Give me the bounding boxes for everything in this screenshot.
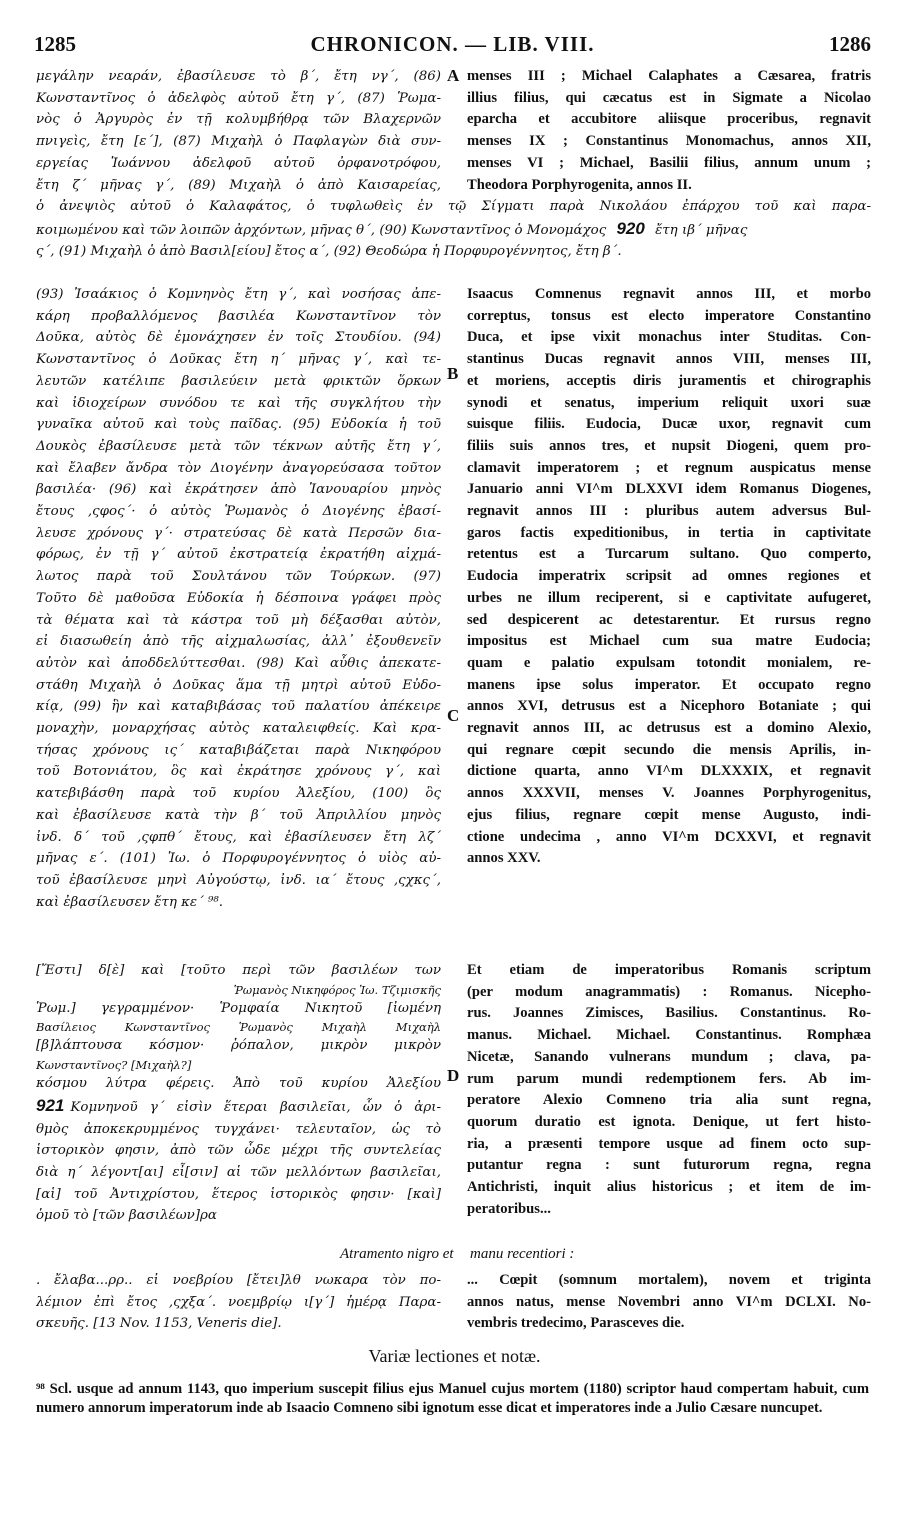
text-line: dictione quarta, anno VI^m DLXXXIX, et regnavit bbox=[467, 763, 871, 780]
text-line: ἔτη ζ΄ μῆνας γ΄, (89) Μιχαὴλ ὁ ἀπὸ Καισαρείας, bbox=[36, 177, 441, 193]
text-line: μοναχὴν, μοναρχήσας αὐτὸς καταλειφθείς. Καὶ κρα- bbox=[36, 721, 441, 737]
text-line: rum parum mundi redemptionem fers. Ab im- bbox=[467, 1070, 871, 1087]
text-line: Βασίλειος Κωνσταντῖνος Ῥωμανὸς Μιχαὴλ Μιχαὴλ bbox=[36, 1020, 441, 1035]
text-line: vembris tredecimo, Parasceves die. bbox=[467, 1315, 685, 1332]
text-line: filiis suis annos tres, et nupsit Diogeni, quem pro- bbox=[467, 437, 871, 454]
text-line: λωτος παρὰ τοῦ Σουλτάνου τῶν Τούρκων. (97) bbox=[36, 569, 441, 585]
text-line: putantur regna : sunt futurorum regna, regna bbox=[467, 1157, 871, 1174]
text-line: peratore Alexio Comneno tria alia sunt regna, bbox=[467, 1092, 871, 1109]
text-line: menses IX ; Constantinus Monomachus, annos XII, bbox=[467, 133, 871, 150]
text-line: peratoribus... bbox=[467, 1200, 551, 1217]
text-line: eparcha et accubitore aliisque proceribus, regnavit bbox=[467, 111, 871, 128]
text-line: γυναῖκα αὐτοῦ καὶ τοὺς παῖδας. (95) Εὐδοκία ἡ τοῦ bbox=[36, 417, 441, 433]
text-line: καὶ ἰδιοχείρων συνόδου τε καὶ τῆς συγκλήτου τὴν bbox=[36, 395, 441, 411]
text-line: annos XVI, detrusus est a Nicephoro Botaniate ; qui bbox=[467, 698, 871, 715]
text-line: τοῦ Βοτονιάτου, ὃς καὶ ἐκράτησε χρόνους γ΄, καὶ bbox=[36, 764, 441, 780]
text-line: Antichristi, inquit alius historicus ; et item de im- bbox=[467, 1179, 871, 1196]
running-header bbox=[34, 32, 871, 62]
text-line: menses VI ; Michael, Basilii filius, annum unum ; bbox=[467, 154, 871, 171]
text-line: annos XXV. bbox=[467, 850, 541, 867]
text-line: rus. Joannes Zimisces, Basilius. Constantinus. Ro- bbox=[467, 1005, 871, 1022]
full-width-line-text: ἔτη ιβ΄ μῆνας bbox=[655, 222, 748, 238]
column-number-921: 921 bbox=[36, 1095, 65, 1115]
text-line: retentus est a Turcarum sultano. Quo comperto, bbox=[467, 546, 871, 563]
text-line: impositus est Michael cum sua matre Eudocia; bbox=[467, 633, 871, 650]
text-line: ἰνδ. δ΄ τοῦ ,ςφπθ΄ ἔτους, καὶ ἐβασίλευσεν ἔτη λζ΄ bbox=[36, 829, 441, 845]
full-width-line: ς΄, (91) Μιχαὴλ ὁ ἀπὸ Βασιλ[είου] ἔτος α΄, (92) Θεοδώρα ἡ Πορφυρογέννητος, ἔτη β΄. bbox=[36, 244, 622, 260]
text-line: Eudocia imperatrix scripsit ad omnes regiones et bbox=[467, 568, 871, 585]
text-line: μεγάλην νεαράν, ἐβασίλευσε τὸ β΄, ἔτη νγ΄, (86) bbox=[36, 69, 441, 84]
text-line: clamavit imperatorem ; et regnum auspicatus mense bbox=[467, 459, 871, 476]
footnote: ⁹⁸ Scl. usque ad annum 1143, quo imperium suscepit filius ejus Manuel cujus mortem (1180) scriptor haud compertam habuit, cum numero annorum imperatorum inde ab Isaacio Comneno sibi ignotum esse dicat et imperatores inde a Julio Cæsare nuncupet. bbox=[36, 1381, 869, 1416]
text-line: Nicetæ, Sanando vulnerans mundum ; clava, pa- bbox=[467, 1048, 871, 1065]
full-width-line bbox=[36, 218, 871, 242]
text-line: [Ἔστι] δ[ὲ] καὶ [τοῦτο περὶ τῶν βασιλέων των bbox=[36, 963, 441, 978]
text-line: λέμιον ἐπὶ ἔτος ,ςχξα΄. νοεμβρίῳ ι[γ΄] ἡμέρᾳ Παρα- bbox=[36, 1294, 441, 1310]
text-line: annos natus, mense Novembri anno VI^m DCLXI. No- bbox=[467, 1293, 871, 1310]
text-line: Theodora Porphyrogenita, annos II. bbox=[467, 176, 692, 193]
text-line: ctione undecima , anno VI^m DCXXVI, et regnavit bbox=[467, 828, 871, 845]
page-number-right: 1286 bbox=[829, 32, 871, 56]
margin-marker-a: A bbox=[447, 66, 460, 85]
greek-column-top bbox=[36, 66, 441, 196]
text-line: [β]λάπτουσα κόσμον· ῥόπαλον, μικρὸν μικρὸν bbox=[36, 1038, 441, 1054]
text-line: ria, a præsenti tempore usque ad finem octo sup- bbox=[467, 1135, 871, 1152]
latin-column-end bbox=[467, 1270, 871, 1335]
text-line: πνιγεὶς, ἔτη [ε΄], (87) Μιχαὴλ ὁ Παφλαγὼν διὰ συν- bbox=[36, 134, 441, 150]
text-line: Ῥωμανὸς Νικηφόρος Ἰω. Τζιμισκῆς bbox=[233, 982, 441, 997]
column-number-920: 920 bbox=[616, 218, 645, 238]
text-line: suisque filiis. Eudocia, Ducæ uxor, regnavit cum bbox=[467, 416, 871, 433]
text-line: θμὸς ἀποκεκρυμμένος τυγχάνει· τελευταῖον, ὡς τὸ bbox=[36, 1121, 441, 1137]
text-line: garos factis expeditionibus, in tertia in captivitate bbox=[467, 524, 871, 541]
text-line: καὶ ἔλαβεν ἄνδρα τὸν Διογένην ἀναγορεύσασα τοῦτον bbox=[36, 460, 441, 476]
text-line: Δουκὸς ἐβασίλευσε μετὰ τῶν τέκνων αὐτῆς ἔτη γ΄, bbox=[36, 438, 441, 454]
text-line: Κωνσταντῖνος? [Μιχαὴλ?] bbox=[36, 1058, 192, 1073]
text-line: κόσμου λύτρα φέρεις. Ἀπὸ τοῦ κυρίου Ἀλεξίου bbox=[36, 1076, 441, 1092]
text-line: annos XXXVII, menses V. Joannes Porphyrogenitus, bbox=[467, 785, 871, 802]
text-line: αὐτὸν καὶ ἀποδδελύττεσθαι. (98) Καὶ αὖθις ἀπεκατε- bbox=[36, 655, 441, 671]
text-line: stantinus Ducas regnavit annos VIII, menses III, bbox=[467, 351, 871, 368]
margin-marker-c: C bbox=[447, 706, 460, 725]
text-line: διὰ η΄ λέγοντ[αι] εἶ[σιν] αἱ τῶν μελλόντων βασιλεῖαι, bbox=[36, 1164, 441, 1180]
text-line: (per modum anagrammatis) : Romanus. Nicepho- bbox=[467, 983, 871, 1000]
text-line: κάρη προβαλλόμενος βασιλέα Κωνσταντῖνον τὸν bbox=[36, 308, 441, 324]
text-line: illius filius, qui cæcatus est in Sigmate a Nicolao bbox=[467, 89, 871, 106]
greek-column-middle bbox=[36, 284, 441, 913]
text-line: μῆνας ε΄. (101) Ἰω. ὁ Πορφυρογέννητος ὁ υἱὸς αὐ- bbox=[36, 851, 441, 867]
text-line: εἰ διασωθείη ἀπὸ τῆς αἰχμαλωσίας, ἀλλ᾽ ἐξουθενεῖν bbox=[36, 634, 441, 650]
text-line: τήσας χρόνους ις΄ καταβιβάζεται παρὰ Νικηφόρου bbox=[36, 742, 441, 758]
text-line: ἱστορικὸν φησιν, ἀπὸ τῶν ὧδε μέχρι τῆς συντελείας bbox=[36, 1143, 441, 1159]
text-line: Isaacus Comnenus regnavit annos III, et morbo bbox=[467, 286, 871, 302]
text-line: synodi et senatus, imperium reliquit uxori suæ bbox=[467, 394, 871, 411]
text-line: Δοῦκα, αὐτὸς δὲ ἐμονάχησεν ἐν τοῖς Στουδίου. (94) bbox=[36, 330, 441, 346]
text-line: quam e palatio expulsam totondit monialem, re- bbox=[467, 654, 871, 671]
text-line: Κωνσταντῖνος ὁ Δοῦκας ἔτη η΄ μῆνας γ΄, καὶ τε- bbox=[36, 352, 441, 368]
full-width-line: ὁ ἀνεψιὸς αὐτοῦ ὁ Καλαφάτος, ὁ τυφλωθεὶς ἐν τῷ Σίγματι παρὰ Νικολάου ἐπάρχου τοῦ καὶ παρα- bbox=[36, 199, 871, 214]
text-line: urbes ne illum reciperent, si e captivitate aufugeret, bbox=[467, 589, 871, 606]
text-line: σκευῆς. [13 Nov. 1153, Veneris die]. bbox=[36, 1316, 282, 1332]
text-line: Et etiam de imperatoribus Romanis scriptum bbox=[467, 962, 871, 978]
text-line: λευτῶν κατέλιπε βασιλεύειν μετὰ φρικτῶν ὅρκων bbox=[36, 373, 441, 389]
text-line: Κωνσταντῖνος ὁ ἀδελφὸς αὐτοῦ ἔτη γ΄, (87) Ῥωμα- bbox=[36, 90, 441, 106]
text-line: (93) Ἰσαάκιος ὁ Κομνηνὸς ἔτη γ΄, καὶ νοσήσας ἀπε- bbox=[36, 287, 441, 302]
text-line: regnavit annos III : pluribus autem adversus Bul- bbox=[467, 503, 871, 520]
text-line: sed despicerent ac detestarentur. Et rursus regno bbox=[467, 611, 871, 628]
text-line: et moriens, acceptis diris juramentis et chirographis bbox=[467, 372, 871, 389]
text-line: εργείας Ἰωάννου ἀδελφοῦ αὐτοῦ ὀρφανοτρόφου, bbox=[36, 155, 441, 171]
text-line: στάθη Μιχαὴλ ὁ Δοῦκας ἅμα τῇ μητρὶ αὐτοῦ Εὐδο- bbox=[36, 677, 441, 693]
text-line: Ῥωμ.] γεγραμμένον· Ῥομφαία Νικητοῦ [ἰωμένη bbox=[36, 1000, 441, 1016]
text-line: regnavit annos III, ac detrusus est a domino Alexio, bbox=[467, 720, 871, 737]
greek-full-width-block bbox=[36, 196, 871, 263]
text-line: λευσε χρόνους γ΄· στρατεύσας δὲ κατὰ Περσῶν δια- bbox=[36, 525, 441, 541]
text-line: . ἔλαβα...ρρ.. εἰ νοεβρίου [ἔτει]λθ νωκαρα τὸν πο- bbox=[36, 1273, 441, 1288]
latin-column-lower bbox=[467, 960, 871, 1220]
text-line: φόρως, ἐν τῇ γ΄ αὐτοῦ ἐκστρατείᾳ ἐκρατήθη αἰχμά- bbox=[36, 547, 441, 563]
running-title: CHRONICON. — LIB. VIII. bbox=[310, 32, 595, 56]
text-line: ὁμοῦ τὸ [τῶν βασιλέων]ρα bbox=[36, 1208, 217, 1224]
text-line: ejus filius, regnare cœpit mense Augusto, indi- bbox=[467, 806, 871, 823]
text-line: manus. Michael. Michael. Constantinus. Romphæa bbox=[467, 1027, 871, 1044]
text-line: quorum duratio est ignota. Denique, ut fert histo- bbox=[467, 1113, 871, 1130]
text-line: κίᾳ, (99) ἣν καὶ καταβιβάσας τοῦ παλατίου ἀπέκειρε bbox=[36, 699, 441, 715]
text-line: Τοῦτο δὲ μαθοῦσα Εὐδοκία ἡ δέσποινα γράφει πρὸς bbox=[36, 590, 441, 606]
atramento-note-right: manu recentiori : bbox=[470, 1246, 575, 1262]
text-line-content: Κομνηνοῦ γ΄ εἰσὶν ἕτεραι βασιλεῖαι, ὧν ὁ ἀρι- bbox=[70, 1099, 441, 1115]
margin-marker-d: D bbox=[447, 1066, 460, 1085]
text-line: βασιλέα· (96) καὶ ἐκράτησεν ἀπὸ Ἰανουαρίου μηνὸς bbox=[36, 482, 441, 498]
full-width-line-text: κοιμωμένου καὶ τῶν λοιπῶν ἀρχόντων, μῆνας θ΄, (90) Κωνσταντῖνος ὁ Μονομάχος bbox=[36, 222, 607, 238]
margin-marker-b: B bbox=[447, 364, 459, 383]
text-line: ... Cœpit (somnum mortalem), novem et triginta bbox=[467, 1272, 871, 1288]
text-line: qui regnare cœpit secundo die mensis Aprilis, in- bbox=[467, 741, 871, 758]
notes-heading: Variæ lectiones et notæ. bbox=[368, 1346, 541, 1366]
text-line: κατεβιβάσθη παρὰ τοῦ κυρίου Ἀλεξίου, (100) ὃς bbox=[36, 786, 441, 802]
text-line: καὶ ἐβασίλευσεν ἔτη κε΄ ⁹⁸. bbox=[36, 894, 224, 910]
text-line: Duca, et ipse vixit monachus inter Studitas. Con- bbox=[467, 329, 871, 346]
text-line: καὶ ἐβασίλευσε κατὰ τὴν β΄ τοῦ Ἀπριλλίου μηνὸς bbox=[36, 807, 441, 823]
latin-column-top bbox=[467, 66, 871, 196]
latin-column-middle bbox=[467, 284, 871, 870]
text-line bbox=[36, 1095, 441, 1119]
text-line: τὰ θέματα καὶ τὰ κάστρα τοῦ μὴ δέξασθαι αὐτὸν, bbox=[36, 612, 441, 628]
text-line: manens ipse solus imperator. Et occupato regno bbox=[467, 676, 871, 693]
greek-column-end bbox=[36, 1270, 441, 1335]
atramento-note: Atramento nigro et bbox=[340, 1246, 454, 1262]
text-line: correptus, tonsus est electo imperatore Constantino bbox=[467, 307, 871, 324]
page-number-left: 1285 bbox=[34, 32, 76, 56]
text-line: menses III ; Michael Calaphates a Cæsarea, fratris bbox=[467, 68, 871, 84]
text-line: τοῦ ἐβασίλευσε μηνὶ Αὐγούστῳ, ἰνδ. ια΄ ἔτους ,ςχκς΄, bbox=[36, 872, 441, 888]
text-line: ἔτους ,ςφος΄· ὁ αὐτὸς Ῥωμανὸς ὁ Διογένης ἐβασί- bbox=[36, 504, 441, 520]
text-line: [αἱ] τοῦ Ἀντιχρίστου, ἕτερος ἱστορικὸς φησιν· [καὶ] bbox=[36, 1186, 441, 1202]
text-line: νὸς ὁ Ἀργυρὸς ἐν τῇ κολυμβήθρᾳ τῶν Βλαχερνῶν bbox=[36, 112, 441, 128]
greek-column-lower bbox=[36, 960, 441, 1227]
text-line: Januario anni VI^m DLXXVI idem Romanus Diogenes, bbox=[467, 481, 871, 498]
